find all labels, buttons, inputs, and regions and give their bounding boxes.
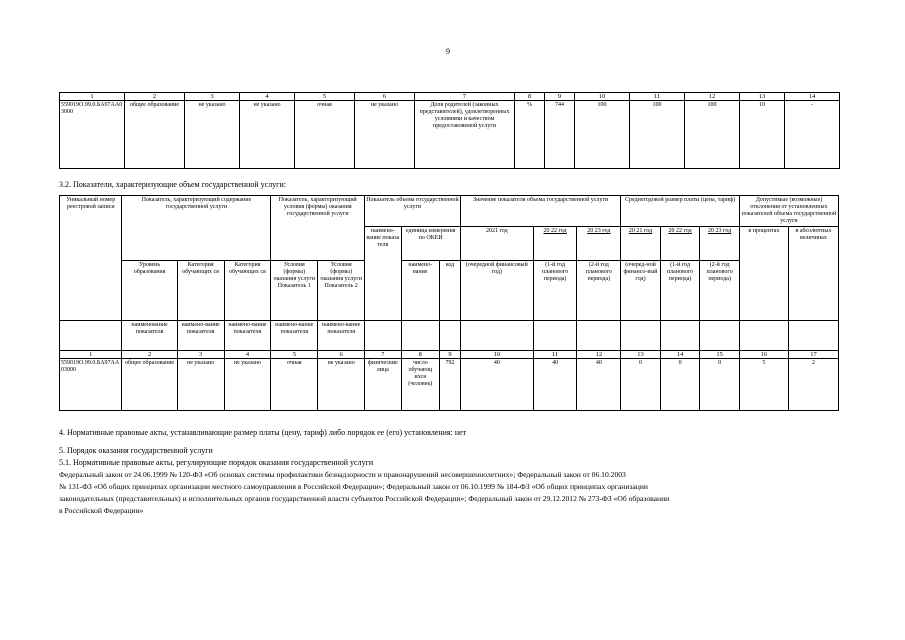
table-cell: Условия (формы) оказания услуги Показатель 2 xyxy=(318,261,365,321)
table-cell: наимено-вание показа теля xyxy=(365,227,401,321)
table-cell: 10 xyxy=(460,351,533,359)
table-cell: Категория обучающих ся xyxy=(177,261,224,321)
table-cell: 100 xyxy=(685,101,740,169)
year-label: 20 22 год xyxy=(668,228,692,234)
section-4-text: 4. Нормативные правовые акты, устанавливающие размер платы (цену, тариф) либо порядок ее (его) установления: нет xyxy=(59,428,467,437)
table-cell xyxy=(577,227,621,261)
table-cell xyxy=(533,321,577,351)
table-cell: в абсолютных величинах xyxy=(788,227,838,321)
table-cell: 14 xyxy=(660,351,700,359)
table-cell: 1 xyxy=(60,351,122,359)
table-cell: наимено-вание показателя xyxy=(318,321,365,351)
table1-number-row xyxy=(60,93,840,101)
table-cell: 2 xyxy=(788,359,838,411)
table-cell: не указано xyxy=(177,359,224,411)
table-cell xyxy=(533,227,577,261)
table-cell: 13 xyxy=(621,351,661,359)
section-5-heading: 5. Порядок оказания государственной услуги xyxy=(59,446,213,455)
table-cell: 5 xyxy=(271,351,318,359)
table-cell: 11 xyxy=(533,351,577,359)
table-cell: - xyxy=(785,101,840,169)
table-cell: 8 xyxy=(401,351,440,359)
table-cell xyxy=(621,227,661,261)
table-cell: 792 xyxy=(440,359,461,411)
page-number: 9 xyxy=(446,47,450,56)
table-cell: 40 xyxy=(577,359,621,411)
table2-number-row xyxy=(60,351,839,359)
table-row xyxy=(60,359,839,411)
table-cell xyxy=(460,321,533,351)
table-cell: 0 xyxy=(700,359,740,411)
table-cell xyxy=(660,227,700,261)
table-cell: 40 xyxy=(533,359,577,411)
year-label: 20 21 год xyxy=(628,228,653,234)
section-3-2-heading: 3.2. Показатели, характеризующие объем государственной услуги: xyxy=(59,180,286,189)
table-cell: (очередной финансовый год) xyxy=(460,261,533,321)
table-cell xyxy=(739,321,788,351)
law-line: Федеральный закон от 24.06.1999 № 120-ФЗ «Об основах системы профилактики безнадзорности и правонарушений несовершеннолетних»; Федеральный закон от 06.10.2003 xyxy=(59,470,626,479)
table-cell: 744 xyxy=(545,101,575,169)
table-cell: 12 xyxy=(685,93,740,101)
table-cell: (очеред-ной финансо-вый год) xyxy=(621,261,661,321)
table-cell xyxy=(788,321,838,351)
table-cell: 2 xyxy=(125,93,185,101)
table-cell: 100 xyxy=(575,101,630,169)
table-cell: 13 xyxy=(740,93,785,101)
table-cell: 10 xyxy=(575,93,630,101)
law-line: № 131-ФЗ «Об общих принципах организации местного самоуправления в Российской Федерации»; Федеральный закон от 06.10.1999 № 184-ФЗ «Об общих принципах организации xyxy=(59,482,648,491)
table-cell: 7 xyxy=(415,93,515,101)
table-cell: физические лица xyxy=(365,359,401,411)
table-cell: 0 xyxy=(660,359,700,411)
table-cell xyxy=(700,227,740,261)
table-cell: (2-й год планового периода) xyxy=(700,261,740,321)
table-cell xyxy=(577,321,621,351)
table-cell: 16 xyxy=(739,351,788,359)
quality-indicators-table xyxy=(59,92,840,169)
table-cell: наимено-вание xyxy=(401,261,440,321)
table-cell: 0 xyxy=(621,359,661,411)
table-cell: наимено-вание показателя xyxy=(224,321,271,351)
table-cell: наимено-вание показателя xyxy=(177,321,224,351)
year-label: 20 23 год xyxy=(587,228,611,234)
table-cell: 100 xyxy=(630,101,685,169)
table-cell: не указано xyxy=(318,359,365,411)
table-cell: не указано xyxy=(224,359,271,411)
table-cell: 7 xyxy=(365,351,401,359)
table-cell: очная xyxy=(271,359,318,411)
table-cell: не указано xyxy=(185,101,240,169)
table-cell: Значение показателя объема государственной услуги xyxy=(460,196,620,227)
table-cell: в процентах xyxy=(739,227,788,321)
table-cell: 10 xyxy=(740,101,785,169)
table-cell: не указано xyxy=(355,101,415,169)
table-cell: 8 xyxy=(515,93,545,101)
year-label: 20 22 год xyxy=(543,228,567,234)
table-cell: 9 xyxy=(545,93,575,101)
law-line: законодательных (представительных) и исполнительных органов государственной власти субъектов Российской Федерации»; Федеральный закон от 29.12.2012 № 273-ФЗ «Об образовании xyxy=(59,494,670,503)
table-cell: 6 xyxy=(355,93,415,101)
table-cell: 2 xyxy=(122,351,177,359)
table-cell: Категория обучающих ся xyxy=(224,261,271,321)
table-cell xyxy=(700,321,740,351)
law-line: в Российской Федерации» xyxy=(59,506,144,515)
table-header-row xyxy=(60,321,839,351)
table-cell xyxy=(401,321,440,351)
table-cell: общее образование xyxy=(125,101,185,169)
table-cell: наимено-вание показателя xyxy=(271,321,318,351)
table-cell: единица измерения по ОКЕИ xyxy=(401,227,460,261)
table-cell: 11 xyxy=(630,93,685,101)
year-label: 20 23 год xyxy=(708,228,732,234)
table-cell: (1-й год планового периода) xyxy=(533,261,577,321)
table-cell: 3 xyxy=(177,351,224,359)
table-cell: 1 xyxy=(60,93,125,101)
table-cell: 4 xyxy=(224,351,271,359)
table-cell: 14 xyxy=(785,93,840,101)
volume-indicators-table xyxy=(59,195,839,411)
table-cell: 4 xyxy=(240,93,295,101)
table-cell: очная xyxy=(295,101,355,169)
table-header-row xyxy=(60,196,839,227)
table-cell: 559019О.99.0.БА97АА03000 xyxy=(60,359,122,411)
table-cell: 15 xyxy=(700,351,740,359)
table-cell xyxy=(660,321,700,351)
table-cell xyxy=(60,321,122,351)
section-5-1-heading: 5.1. Нормативные правовые акты, регулирующие порядок оказания государственной услуги xyxy=(59,458,374,467)
table-header-row xyxy=(60,261,839,321)
table-cell: 12 xyxy=(577,351,621,359)
table-cell: (1-й год планового периода) xyxy=(660,261,700,321)
table-cell: число обучающ ихся (человек) xyxy=(401,359,440,411)
table-cell: 6 xyxy=(318,351,365,359)
table-cell: Допустимые (возможные) отклонения от установленных показателей объема государственной услуги xyxy=(739,196,838,227)
table-row xyxy=(60,101,840,169)
table-cell: 9 xyxy=(440,351,461,359)
table-cell: Уровень образования xyxy=(122,261,177,321)
table-cell: Показатель, характеризующий условия (формы) оказания государственной услуги xyxy=(271,196,365,261)
table-cell: (2-й год планового периода) xyxy=(577,261,621,321)
table-cell: Показатель объема государственной услуги xyxy=(365,196,461,227)
table-cell: Среднегодовой размер платы (цена, тариф) xyxy=(621,196,740,227)
table-cell xyxy=(621,321,661,351)
table-cell: 2021 год xyxy=(460,227,533,261)
table-cell xyxy=(365,321,401,351)
table-cell: Доля родителей (законных представителей), удовлетворенных условиями и качеством предоставляемой услуги xyxy=(415,101,515,169)
table-cell: 17 xyxy=(788,351,838,359)
table-cell: 5 xyxy=(295,93,355,101)
table-cell: не указано xyxy=(240,101,295,169)
table-cell: 5 xyxy=(739,359,788,411)
table-cell: 3 xyxy=(185,93,240,101)
table-cell: Уникальный номер реестровой записи xyxy=(60,196,122,321)
table-cell: Показатель, характеризующий содержание государственной услуги xyxy=(122,196,271,261)
table-cell: Условия (формы) оказания услуги Показатель 1 xyxy=(271,261,318,321)
table-cell: % xyxy=(515,101,545,169)
table-cell: общее образование xyxy=(122,359,177,411)
table-cell: код xyxy=(440,261,461,321)
table-cell: 559019О.99.0.БА97АА03000 xyxy=(60,101,125,169)
table-cell xyxy=(440,321,461,351)
table-cell: наименование показателя xyxy=(122,321,177,351)
table-cell: 40 xyxy=(460,359,533,411)
